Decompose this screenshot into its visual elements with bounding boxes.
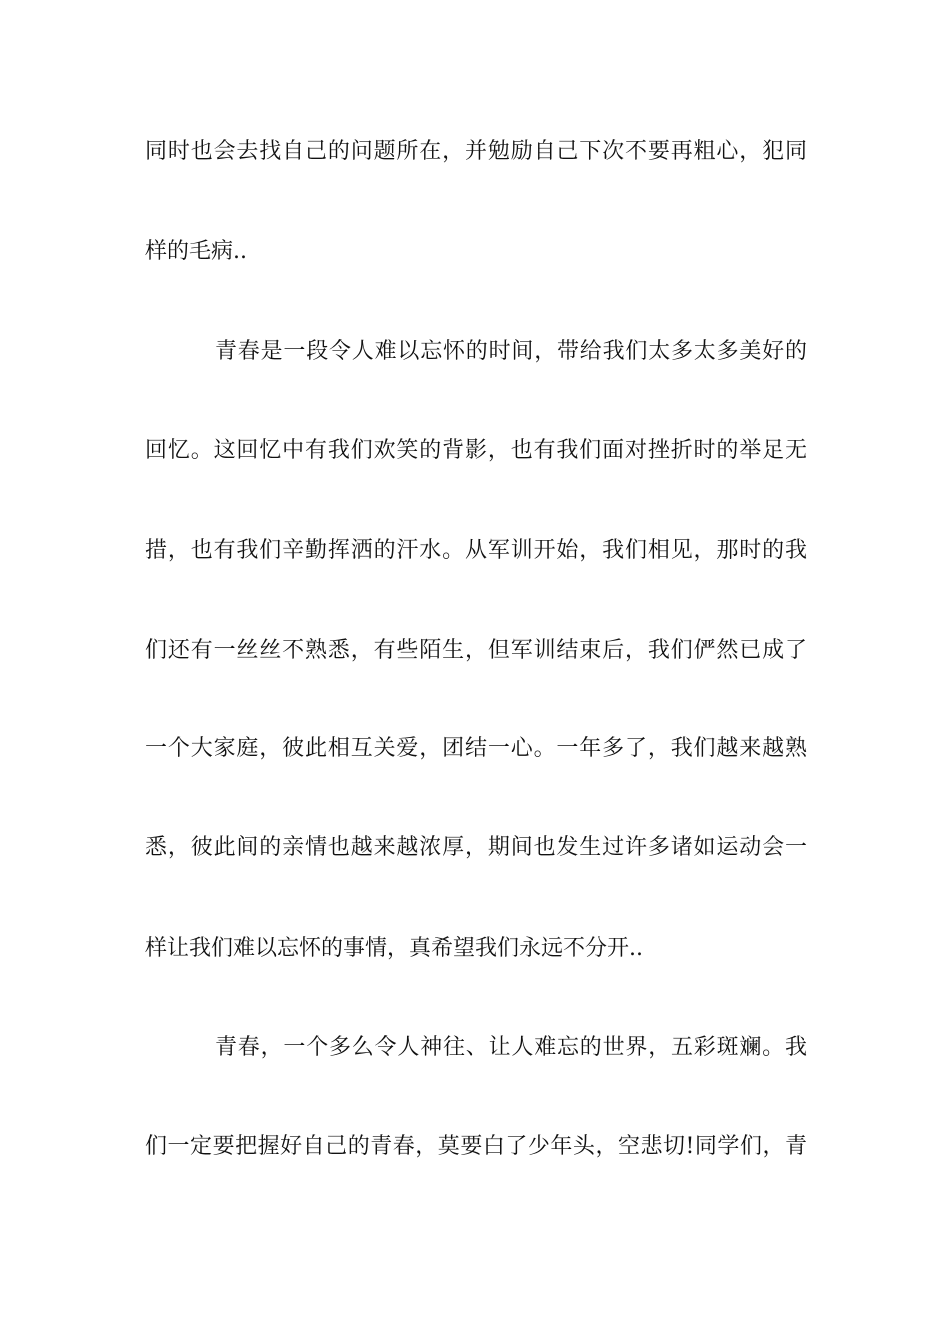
text-line: 一个大家庭，彼此相互关爱，团结一心。一年多了，我们越来越熟: [145, 736, 807, 761]
paragraph-first-line: 青春，一个多么令人神往、让人难忘的世界，五彩斑斓。我: [215, 1035, 807, 1060]
text-line: 悉，彼此间的亲情也越来越浓厚，期间也发生过许多诸如运动会一: [145, 835, 807, 860]
paragraph-first-line: 青春是一段令人难以忘怀的时间，带给我们太多太多美好的: [215, 339, 807, 364]
text-line: 们还有一丝丝不熟悉，有些陌生，但军训结束后，我们俨然已成了: [145, 638, 807, 663]
text-line: 同时也会去找自己的问题所在，并勉励自己下次不要再粗心，犯同: [145, 139, 807, 164]
text-line: 措，也有我们辛勤挥洒的汗水。从军训开始，我们相见，那时的我: [145, 538, 807, 563]
text-line: 们一定要把握好自己的青春，莫要白了少年头，空悲切!同学们，青: [145, 1134, 807, 1159]
text-line: 回忆。这回忆中有我们欢笑的背影，也有我们面对挫折时的举足无: [145, 438, 807, 463]
text-line: 样的毛病..: [145, 239, 247, 264]
text-line: 样让我们难以忘怀的事情，真希望我们永远不分开..: [145, 936, 643, 961]
